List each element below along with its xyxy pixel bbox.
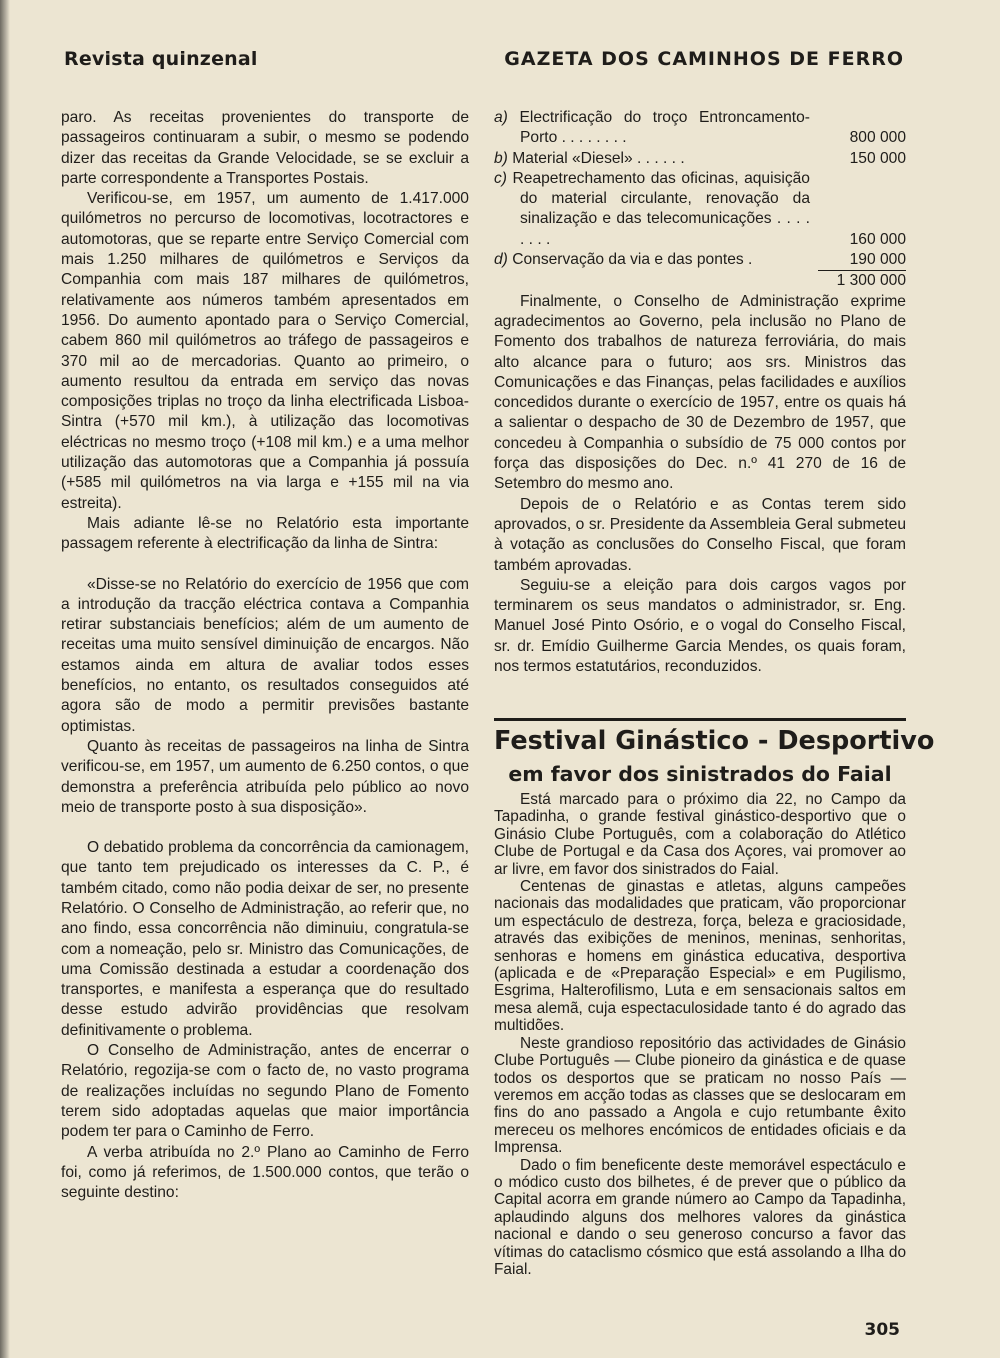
budget-item	[494, 108, 906, 149]
quote-paragraph: Quanto às receitas de passageiros na linha de Sintra verificou-se, em 1957, um aumento de 6.250 contos, o que demonstra a preferência atribuída pelo público ao novo meio de transporte posto à sua disposição».	[61, 737, 469, 816]
page-gutter-shadow	[0, 0, 10, 1358]
header-left: Revista quinzenal	[64, 48, 258, 70]
paragraph: O debatido problema da concorrência da camionagem, que tanto tem prejudicado os interesses da C. P., é também citado, como não podia deixar de ser, no presente Relatório. O Conselho de Administração, ao referir que, no ano findo, essa concorrência não diminuiu, congratula-se com a nomeação, pelo sr. Ministro das Comunicações, de uma Comissão destinada a estudar a coordenação dos transportes, e manifesta a esperança que do resultado desse estudo advirão providências que resolvam definitivamente o problema.	[61, 839, 469, 1039]
budget-item	[494, 169, 906, 250]
budget-item	[494, 250, 906, 270]
article-paragraph: Neste grandioso repositório das actividades de Ginásio Clube Português — Clube pioneiro da ginástica e de quase todos os desportos que se praticam no nosso País — veremos em acção todas as classes que se deslocaram em fins do ano passado a Angola e cujo retumbante êxito mereceu os melhores encómicos de entidades oficiais e da Imprensa.	[494, 1034, 906, 1157]
budget-item-value: 160 000	[849, 230, 906, 248]
header-right: GAZETA DOS CAMINHOS DE FERRO	[504, 48, 904, 70]
budget-item-label: Material «Diesel» . . . . . .	[512, 149, 685, 167]
budget-item	[494, 149, 906, 169]
budget-total: 1 300 000	[818, 270, 906, 291]
paragraph: Depois de o Relatório e as Contas terem sido aprovados, o sr. Presidente da Assembleia Geral submeteu à votação as conclusões do Conselho Fiscal, que foram também aprovadas.	[494, 495, 906, 574]
article-body	[494, 791, 906, 1278]
budget-item-letter: c)	[494, 169, 507, 187]
paragraph: Finalmente, o Conselho de Administração exprime agradecimentos ao Governo, pela inclusão no Plano de Fomento dos trabalhos de natureza ferroviária, do mais alto alcance para o futuro; aos srs. Ministros das Comunicações e das Finanças, pelas facilidades e auxílios concedidos durante o exercício de 1957, entre os quais há a salientar o despacho de 30 de Dezembro de 1957, que concedeu à Companhia o subsídio de 75 000 contos por força das disposições do Dec. n.º 41 270 de 16 de Setembro do mesmo ano.	[494, 292, 906, 493]
budget-total-row	[494, 270, 906, 291]
page-number: 305	[864, 1320, 900, 1340]
budget-item-label: Reapetrechamento das oficinas, aquisição do material circulante, renovação da sinalização e das telecomunicações . . . . . . . .	[512, 169, 810, 248]
budget-table	[494, 108, 906, 292]
paragraph: A verba atribuída no 2.º Plano ao Caminho de Ferro foi, como já referimos, de 1.500.000 contos, que terão o seguinte destino:	[61, 1143, 469, 1202]
article-paragraph: Centenas de ginastas e atletas, alguns campeões nacionais das modalidades que praticam, vão proporcionar um espectáculo de destreza, força, beleza e graciosidade, através das exibições de meninos, meninas, senhoritas, senhoras e homens em ginástica educativa, desportiva (aplicada e de «Preparação Especial» e em Pugilismo, Esgrima, Halterofilismo, Luta e em sensacionais saltos em mesa alemã, cuja espectaculosidade tanto é do agrado das multidões.	[494, 878, 906, 1035]
article-title: Festival Ginástico - Desportivo	[494, 726, 935, 756]
budget-item-label: Electrificação do troço Entroncamento-Porto . . . . . . . .	[519, 109, 810, 147]
left-column	[61, 108, 469, 1203]
budget-item-value: 190 000	[849, 251, 906, 269]
budget-item-letter: a)	[494, 109, 508, 126]
right-column	[494, 108, 906, 677]
paragraph: paro. As receitas provenientes do transporte de passageiros continuaram a subir, o mesmo se podendo dizer das receitas da Grande Velocidade, se se excluir a parte correspondente a Transportes Postais.	[61, 109, 469, 187]
section-divider	[494, 718, 906, 721]
quote-paragraph: «Disse-se no Relatório do exercício de 1956 que com a introdução da tracção eléctrica contava a Companhia retirar substanciais benefícios; além de um aumento de receitas uma muito sensível diminuição de encargos. Não estamos ainda em altura de avaliar todos esses benefícios, no entanto, os resultados conseguidos até agora são de modo a permitir previsões bastante optimistas.	[61, 575, 469, 735]
budget-item-value: 800 000	[849, 129, 906, 147]
budget-item-letter: d)	[494, 251, 508, 269]
paragraph: Mais adiante lê-se no Relatório esta importante passagem referente à electrificação da linha de Sintra:	[61, 514, 469, 553]
article-subtitle: em favor dos sinistrados do Faial	[508, 762, 892, 786]
paragraph: Seguiu-se a eleição para dois cargos vagos por terminarem os seus mandatos o administrador, sr. Eng. Manuel José Pinto Osório, e o vogal do Conselho Fiscal, sr. dr. Emídio Guilherme Garcia Mendes, os quais foram, nos termos estatutários, reconduzidos.	[494, 576, 906, 676]
budget-item-value: 150 000	[849, 149, 906, 167]
article-paragraph: Está marcado para o próximo dia 22, no Campo da Tapadinha, o grande festival ginástico-desportivo que o Ginásio Clube Português, com a colaboração do Atlético Clube de Portugal e da Casa dos Açores, vai promover ao ar livre, em favor dos sinistrados do Faial.	[494, 791, 906, 878]
budget-item-label: Conservação da via e das pontes .	[512, 251, 753, 269]
paragraph: O Conselho de Administração, antes de encerrar o Relatório, regozija-se com o facto de, no vasto programa de realizações incluídas no segundo Plano de Fomento terem sido adoptadas aquelas que maior importância podem ter para o Caminho de Ferro.	[61, 1042, 469, 1141]
paragraph: Verificou-se, em 1957, um aumento de 1.417.000 quilómetros no percurso de locomotivas, locotractores e automotoras, que se reparte entre Serviço Comercial com mais 1.250 milhares de quilómetros e Serviços da Companhia com mais 187 milhares de quilómetros, relativamente aos números também apresentados em 1956. Do aumento apontado para o Serviço Comercial, cabem 860 mil quilómetros ao tráfego de passageiros e 370 mil ao de mercadorias. Quanto ao primeiro, o aumento resultou da entrada em serviço das novas composições triplas no troço da linha electrificada Lisboa-Sintra (+570 mil km.), à utilização das locomotivas eléctricas no mesmo troço (+108 mil km.) e a uma melhor utilização das automotoras que a Companhia já possuía (+585 mil quilómetros na via larga e +155 mil na via estreita).	[61, 190, 469, 512]
budget-item-letter: b)	[494, 149, 508, 167]
article-paragraph: Dado o fim beneficente deste memorável espectáculo e o módico custo dos bilhetes, é de prever que o público da Capital acorra em grande número ao Campo da Tapadinha, aplaudindo alguns dos melhores valores da ginástica nacional e dando o seu generoso concurso a favor das vítimas do cataclismo cósmico que está assolando a Ilha do Faial.	[494, 1156, 906, 1278]
